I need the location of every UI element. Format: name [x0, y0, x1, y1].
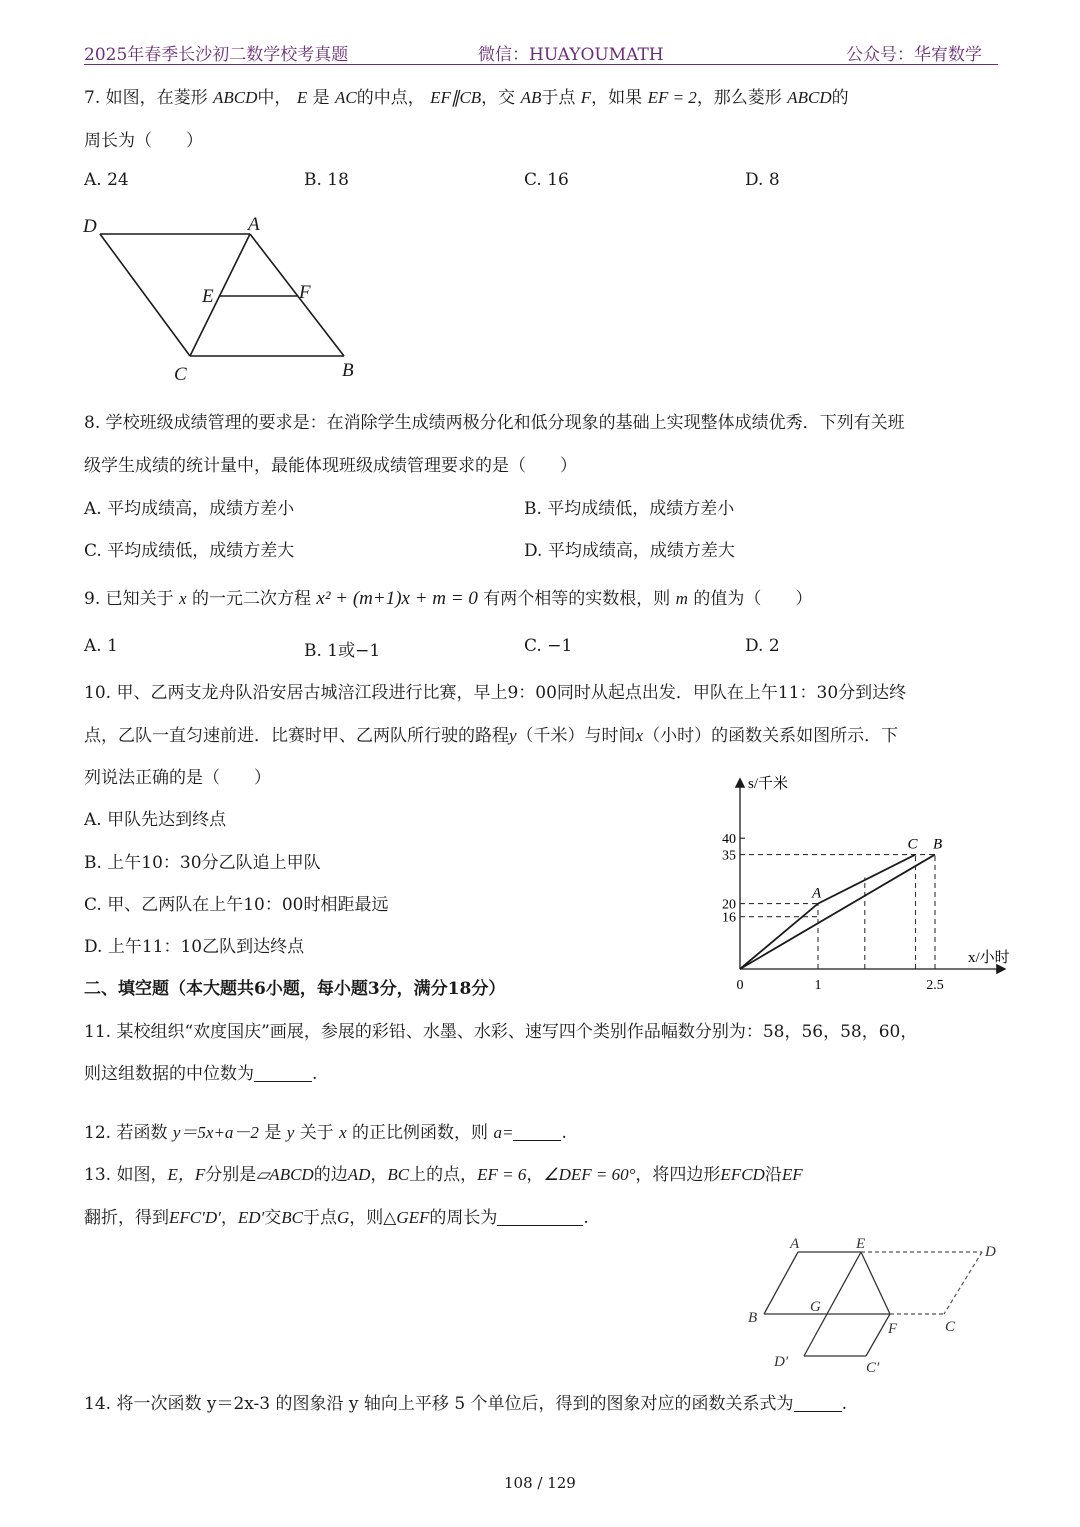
page-number: 108 / 129 [504, 1474, 576, 1492]
q13-text: 于点 [302, 1208, 337, 1228]
q13-text: 交 [264, 1208, 282, 1228]
q7-text: 于点 [541, 88, 576, 108]
q10-distance-time-chart [712, 772, 1022, 994]
point-label-a: A [812, 885, 822, 902]
q10-text: （千米）与时间 [516, 726, 636, 746]
q14-text: 14. 将一次函数 y＝2x-3 的图象沿 y 轴向上平移 5 个单位后，得到的图象对应的函数关系式为 [84, 1394, 794, 1414]
q13-period: . [583, 1208, 589, 1228]
q10-option-c: C. 甲、乙两队在上午10：00时相距最远 [84, 895, 389, 915]
q10-line3: 列说法正确的是（ ） [84, 768, 271, 788]
edge-dc [100, 234, 190, 356]
q14-line [84, 1389, 847, 1414]
q7-rhombus-figure [80, 210, 370, 385]
q9-line1 [84, 584, 812, 610]
dashed-dc [944, 1252, 982, 1314]
q13-text: 分别是 [205, 1165, 257, 1185]
label-a: A [248, 214, 260, 235]
q13-text: ， [526, 1165, 544, 1185]
q13-ef: EF [781, 1165, 803, 1184]
q9-text: 的值为（ ） [693, 589, 813, 609]
q7-abcd: ABCD [213, 88, 258, 107]
q7-text: ，那么菱形 [696, 88, 782, 108]
q13-parallelogram: ▱ABCD [256, 1165, 314, 1184]
q10-option-a: A. 甲队先达到终点 [84, 810, 227, 830]
q13-fold-figure [740, 1232, 1010, 1377]
label-b: B [342, 360, 354, 381]
q10-text: （小时）的函数关系如图所示．下 [643, 726, 899, 746]
q13-ef-eq: EF = 6 [477, 1165, 527, 1184]
label-d: D [83, 216, 97, 237]
q7-option-c: C. 16 [524, 170, 569, 190]
series-line-jia [740, 855, 916, 969]
segment-ef [861, 1252, 890, 1314]
q10-line1: 10. 甲、乙两支龙舟队沿安居古城涪江段进行比赛，早上9：00同时从起点出发．甲队在上午11：30分到达终 [84, 683, 907, 703]
q9-option-b: B. 1或−1 [304, 641, 381, 661]
q7-efcb: EF∥CB [430, 88, 482, 107]
q11-period: . [312, 1064, 318, 1084]
diagonal-ac [190, 234, 250, 356]
q7-text: 的 [831, 88, 849, 108]
q7-option-a: A. 24 [84, 170, 129, 190]
q13-answer-blank[interactable] [497, 1207, 583, 1226]
q13-ef: E，F [167, 1165, 206, 1184]
q7-line1 [84, 83, 849, 108]
y-axis-label: s/千米 [748, 776, 789, 792]
q8-option-a: A. 平均成绩高，成绩方差小 [84, 499, 295, 519]
label-c-prime: C′ [866, 1360, 880, 1376]
q12-text: 12. 若函数 [84, 1123, 168, 1143]
header-right: 公众号：华宥数学 [846, 45, 982, 65]
q13-bc: BC [387, 1165, 410, 1184]
q13-text: ， [370, 1165, 388, 1185]
header-left: 2025年春季长沙初二数学校考真题 [84, 45, 349, 65]
q13-text: 的周长为 [429, 1208, 498, 1228]
q13-text: 上的点， [409, 1165, 478, 1185]
q9-text: 的一元二次方程 [191, 589, 311, 609]
label-f: F [299, 282, 311, 303]
q13-gef: GEF [396, 1208, 430, 1227]
q12-text: 的正比例函数，则 [352, 1123, 489, 1143]
q14-answer-blank[interactable] [794, 1393, 842, 1412]
segment-ab [764, 1252, 798, 1314]
q13-ad: AD [347, 1165, 371, 1184]
y-tick-35: 35 [722, 848, 736, 864]
q13-efcd-prime: EFC′D′ [169, 1208, 221, 1227]
q9-option-a: A. 1 [84, 636, 118, 656]
q7-ef-eq: EF = 2 [647, 88, 697, 107]
q8-line2: 级学生成绩的统计量中，最能体现班级成绩管理要求的是（ ） [84, 456, 577, 476]
q13-line1 [84, 1160, 803, 1185]
q12-period: . [561, 1123, 567, 1143]
x-axis-label: x/小时 [968, 950, 1010, 966]
q7-text: 是 [312, 88, 330, 108]
header-divider [84, 64, 998, 65]
label-d: D [985, 1244, 996, 1260]
section-2-title: 二、填空题（本大题共6小题，每小题3分，满分18分） [84, 979, 506, 999]
q7-text: 的中点， [356, 88, 425, 108]
q7-option-d: D. 8 [745, 170, 780, 190]
q13-text: 沿 [764, 1165, 782, 1185]
label-b: B [748, 1310, 758, 1326]
label-a: A [790, 1236, 800, 1252]
x-tick-1: 1 [814, 978, 822, 993]
q13-ed-prime: ED′ [237, 1208, 265, 1227]
q14-period: . [841, 1394, 847, 1414]
q7-line2: 周长为（ ） [84, 131, 203, 151]
q7-e: E [296, 88, 308, 107]
segment-c-prime-f [866, 1314, 890, 1356]
q7-text: 中， [257, 88, 292, 108]
q11-line2 [84, 1059, 317, 1084]
q12-a-equals: a= [493, 1123, 514, 1142]
q9-equation: x² + (m+1)x + m = 0 [316, 588, 478, 609]
q8-option-d: D. 平均成绩高，成绩方差大 [524, 541, 735, 561]
q13-bc: BC [281, 1208, 303, 1227]
edge-ab [250, 234, 344, 356]
q7-text: ，如果 [591, 88, 643, 108]
q10-option-d: D. 上午11：10乙队到达终点 [84, 937, 305, 957]
q13-text: 的边 [313, 1165, 348, 1185]
q13-g: G [336, 1208, 350, 1227]
q10-option-b: B. 上午10：30分乙队追上甲队 [84, 853, 321, 873]
q13-text: ， [220, 1208, 238, 1228]
q11-line1: 11. 某校组织“欢度国庆”画展，参展的彩铅、水墨、水彩、速写四个类别作品幅数分别为：58，56，58，60， [84, 1022, 918, 1042]
label-e: E [856, 1236, 866, 1252]
q9-option-c: C. −1 [524, 636, 573, 656]
q8-option-c: C. 平均成绩低，成绩方差大 [84, 541, 295, 561]
y-tick-20: 20 [722, 897, 736, 913]
x-tick-2.5: 2.5 [926, 978, 944, 993]
q8-line1: 8. 学校班级成绩管理的要求是：在消除学生成绩两极分化和低分现象的基础上实现整体成绩优秀．下列有关班 [84, 413, 905, 433]
q9-x: x [179, 589, 187, 608]
q7-ab: AB [520, 88, 542, 107]
label-e: E [202, 286, 214, 307]
label-f: F [888, 1321, 898, 1337]
point-label-c: C [907, 836, 918, 853]
label-g: G [810, 1299, 821, 1315]
q13-angle: ∠DEF = 60° [543, 1165, 636, 1184]
q13-text: 翻折，得到 [84, 1208, 169, 1228]
y-tick-40: 40 [722, 832, 736, 848]
label-c: C [174, 364, 187, 385]
q7-text: ，交 [481, 88, 516, 108]
q9-text: 9. 已知关于 [84, 589, 174, 609]
q13-text: 13. 如图， [84, 1165, 168, 1185]
q9-m: m [675, 589, 688, 608]
q13-text: ，则△ [349, 1208, 397, 1228]
q7-option-b: B. 18 [304, 170, 349, 190]
q8-option-b: B. 平均成绩低，成绩方差小 [524, 499, 735, 519]
label-c: C [945, 1319, 956, 1335]
label-d-prime: D′ [774, 1354, 789, 1370]
q9-option-d: D. 2 [745, 636, 780, 656]
q7-f: F [580, 88, 592, 107]
q13-line2 [84, 1203, 589, 1228]
q13-efcd: EFCD [720, 1165, 765, 1184]
q9-text: 有两个相等的实数根，则 [483, 589, 671, 609]
q7-ac: AC [335, 88, 357, 107]
q10-x: x [635, 726, 644, 745]
q13-text: ，将四边形 [635, 1165, 721, 1185]
q7-abcd: ABCD [787, 88, 832, 107]
q12-text: 是 [264, 1123, 282, 1143]
x-tick-0: 0 [736, 978, 744, 993]
q12-y: y [286, 1123, 295, 1142]
q10-text: 点，乙队一直匀速前进．比赛时甲、乙两队所行驶的路程 [84, 726, 509, 746]
q7-text: 7. 如图，在菱形 [84, 88, 208, 108]
q10-y: y [509, 726, 517, 745]
y-tick-16: 16 [722, 910, 736, 926]
point-label-b: B [933, 836, 943, 853]
q12-answer-blank[interactable] [513, 1122, 561, 1141]
q11-text: 则这组数据的中位数为 [84, 1064, 254, 1084]
q12-text: 关于 [299, 1123, 334, 1143]
q12-x: x [339, 1123, 347, 1142]
q11-answer-blank[interactable] [254, 1063, 312, 1082]
header-center: 微信：HUAYOUMATH [478, 45, 664, 65]
series-line-yi [740, 855, 935, 969]
q12-line [84, 1118, 567, 1143]
q12-function: y＝5x+a－2 [172, 1123, 259, 1142]
q10-line2 [84, 721, 898, 746]
